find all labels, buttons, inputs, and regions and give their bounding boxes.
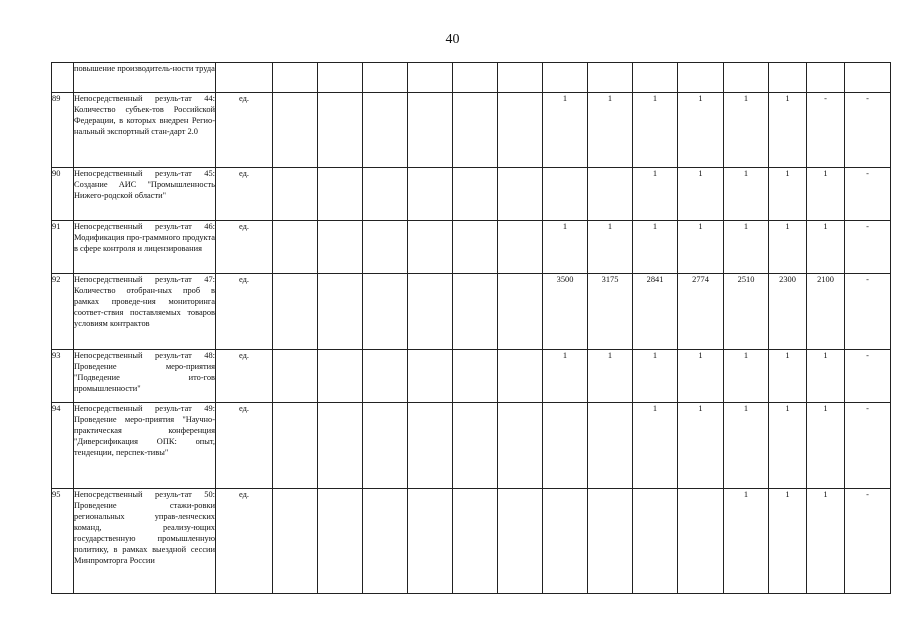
value-cell: 1 bbox=[678, 221, 724, 274]
value-cell bbox=[453, 350, 498, 403]
value-cell bbox=[588, 489, 633, 594]
value-cell bbox=[498, 93, 543, 168]
value-cell bbox=[453, 221, 498, 274]
value-cell bbox=[453, 168, 498, 221]
value-cell: 2100 bbox=[807, 274, 845, 350]
value-cell bbox=[498, 168, 543, 221]
value-cell bbox=[845, 63, 891, 93]
value-cell: - bbox=[845, 274, 891, 350]
value-cell: 1 bbox=[633, 403, 678, 489]
value-cell: - bbox=[845, 221, 891, 274]
value-cell: - bbox=[845, 489, 891, 594]
value-cell bbox=[408, 168, 453, 221]
value-cell bbox=[588, 168, 633, 221]
row-number: 95 bbox=[52, 489, 74, 594]
value-cell: 1 bbox=[724, 489, 769, 594]
value-cell: 1 bbox=[543, 93, 588, 168]
table-row bbox=[52, 168, 891, 221]
value-cell bbox=[543, 403, 588, 489]
unit-cell: ед. bbox=[216, 350, 273, 403]
value-cell bbox=[498, 489, 543, 594]
value-cell bbox=[633, 489, 678, 594]
value-cell bbox=[273, 403, 318, 489]
table-row bbox=[52, 350, 891, 403]
value-cell: 1 bbox=[724, 403, 769, 489]
value-cell: 2774 bbox=[678, 274, 724, 350]
value-cell: 2841 bbox=[633, 274, 678, 350]
value-cell: 1 bbox=[588, 221, 633, 274]
value-cell bbox=[273, 489, 318, 594]
value-cell: 3500 bbox=[543, 274, 588, 350]
value-cell bbox=[408, 63, 453, 93]
value-cell bbox=[453, 63, 498, 93]
value-cell: - bbox=[845, 168, 891, 221]
table-row bbox=[52, 221, 891, 274]
value-cell bbox=[678, 489, 724, 594]
table-row bbox=[52, 274, 891, 350]
value-cell bbox=[543, 489, 588, 594]
value-cell: 1 bbox=[678, 350, 724, 403]
value-cell: 1 bbox=[633, 93, 678, 168]
unit-cell: ед. bbox=[216, 489, 273, 594]
table-row bbox=[52, 403, 891, 489]
indicator-description: Непосредственный резуль-тат 45: Создание АИС "Промышленность Нижего-родской области" bbox=[74, 168, 216, 221]
unit-cell: ед. bbox=[216, 93, 273, 168]
value-cell bbox=[543, 63, 588, 93]
value-cell bbox=[453, 274, 498, 350]
value-cell: - bbox=[845, 350, 891, 403]
value-cell bbox=[498, 63, 543, 93]
value-cell: 1 bbox=[807, 403, 845, 489]
value-cell bbox=[408, 350, 453, 403]
unit-cell: ед. bbox=[216, 221, 273, 274]
value-cell: 1 bbox=[769, 93, 807, 168]
value-cell bbox=[363, 168, 408, 221]
row-number: 90 bbox=[52, 168, 74, 221]
value-cell: 1 bbox=[588, 350, 633, 403]
value-cell: 1 bbox=[724, 221, 769, 274]
page-number: 40 bbox=[445, 32, 460, 47]
value-cell bbox=[363, 350, 408, 403]
value-cell bbox=[318, 403, 363, 489]
value-cell bbox=[363, 274, 408, 350]
value-cell bbox=[318, 350, 363, 403]
value-cell: 1 bbox=[807, 221, 845, 274]
value-cell: 1 bbox=[543, 221, 588, 274]
value-cell: 1 bbox=[678, 93, 724, 168]
value-cell bbox=[273, 350, 318, 403]
value-cell bbox=[769, 63, 807, 93]
indicator-description: Непосредственный резуль-тат 48: Проведение меро-приятия "Подведение ито-гов промышленности" bbox=[74, 350, 216, 403]
value-cell bbox=[318, 221, 363, 274]
value-cell bbox=[453, 93, 498, 168]
row-number: 92 bbox=[52, 274, 74, 350]
row-number: 94 bbox=[52, 403, 74, 489]
value-cell bbox=[318, 63, 363, 93]
value-cell: 1 bbox=[633, 168, 678, 221]
value-cell bbox=[453, 489, 498, 594]
value-cell bbox=[498, 350, 543, 403]
value-cell bbox=[318, 168, 363, 221]
value-cell: 1 bbox=[633, 221, 678, 274]
table-row bbox=[52, 489, 891, 594]
row-number: 93 bbox=[52, 350, 74, 403]
value-cell: 1 bbox=[769, 221, 807, 274]
value-cell bbox=[273, 274, 318, 350]
indicator-description: повышение производитель-ности труда bbox=[74, 63, 216, 93]
value-cell bbox=[363, 489, 408, 594]
value-cell bbox=[543, 168, 588, 221]
value-cell bbox=[318, 274, 363, 350]
row-number: 91 bbox=[52, 221, 74, 274]
value-cell bbox=[408, 489, 453, 594]
value-cell bbox=[273, 93, 318, 168]
value-cell: 1 bbox=[724, 350, 769, 403]
unit-cell bbox=[216, 63, 273, 93]
value-cell bbox=[273, 63, 318, 93]
value-cell: 1 bbox=[807, 489, 845, 594]
value-cell bbox=[363, 93, 408, 168]
value-cell: 1 bbox=[724, 168, 769, 221]
value-cell: 1 bbox=[769, 403, 807, 489]
value-cell: 1 bbox=[724, 93, 769, 168]
row-number: 89 bbox=[52, 93, 74, 168]
value-cell bbox=[588, 63, 633, 93]
indicator-description: Непосредственный резуль-тат 50: Проведение стажи-ровки региональных управ-ленческих команд, реализу-ющих государственную промышленную политику, в рамках выездной сессии Минпромторга России bbox=[74, 489, 216, 594]
row-number bbox=[52, 63, 74, 93]
value-cell: 1 bbox=[588, 93, 633, 168]
value-cell: 1 bbox=[678, 168, 724, 221]
value-cell: 1 bbox=[769, 350, 807, 403]
value-cell: - bbox=[807, 93, 845, 168]
value-cell bbox=[807, 63, 845, 93]
unit-cell: ед. bbox=[216, 403, 273, 489]
value-cell: - bbox=[845, 93, 891, 168]
table-row bbox=[52, 63, 891, 93]
value-cell bbox=[408, 93, 453, 168]
value-cell bbox=[498, 403, 543, 489]
value-cell: 1 bbox=[769, 168, 807, 221]
value-cell: 1 bbox=[633, 350, 678, 403]
unit-cell: ед. bbox=[216, 274, 273, 350]
value-cell: 3175 bbox=[588, 274, 633, 350]
value-cell: 1 bbox=[807, 168, 845, 221]
value-cell bbox=[453, 403, 498, 489]
value-cell bbox=[408, 403, 453, 489]
value-cell bbox=[273, 168, 318, 221]
indicators-table bbox=[51, 62, 891, 594]
value-cell bbox=[408, 221, 453, 274]
value-cell bbox=[318, 489, 363, 594]
value-cell: 1 bbox=[543, 350, 588, 403]
value-cell bbox=[724, 63, 769, 93]
value-cell bbox=[363, 221, 408, 274]
indicator-description: Непосредственный резуль-тат 46: Модификация про-граммного продукта в сфере контроля и лицензирования bbox=[74, 221, 216, 274]
value-cell bbox=[678, 63, 724, 93]
value-cell bbox=[273, 221, 318, 274]
unit-cell: ед. bbox=[216, 168, 273, 221]
value-cell: 1 bbox=[678, 403, 724, 489]
value-cell bbox=[633, 63, 678, 93]
value-cell bbox=[408, 274, 453, 350]
value-cell bbox=[498, 274, 543, 350]
value-cell: - bbox=[845, 403, 891, 489]
indicator-description: Непосредственный резуль-тат 44: Количество субъек-тов Российской Федерации, в которых внедрен Регио-нальный экспортный стан-дарт 2.0 bbox=[74, 93, 216, 168]
value-cell: 2300 bbox=[769, 274, 807, 350]
value-cell bbox=[498, 221, 543, 274]
value-cell bbox=[363, 63, 408, 93]
value-cell: 2510 bbox=[724, 274, 769, 350]
indicator-description: Непосредственный резуль-тат 49: Проведение меро-приятия "Научно-практическая конференция "Диверсификация ОПК: опыт, тенденции, перспек-тивы" bbox=[74, 403, 216, 489]
value-cell bbox=[363, 403, 408, 489]
value-cell: 1 bbox=[807, 350, 845, 403]
indicator-description: Непосредственный резуль-тат 47: Количество отобран-ных проб в рамках проведе-ния мониторинга соответ-ствия поставляемых товаров условиям контрактов bbox=[74, 274, 216, 350]
value-cell bbox=[588, 403, 633, 489]
table-row bbox=[52, 93, 891, 168]
value-cell bbox=[318, 93, 363, 168]
value-cell: 1 bbox=[769, 489, 807, 594]
